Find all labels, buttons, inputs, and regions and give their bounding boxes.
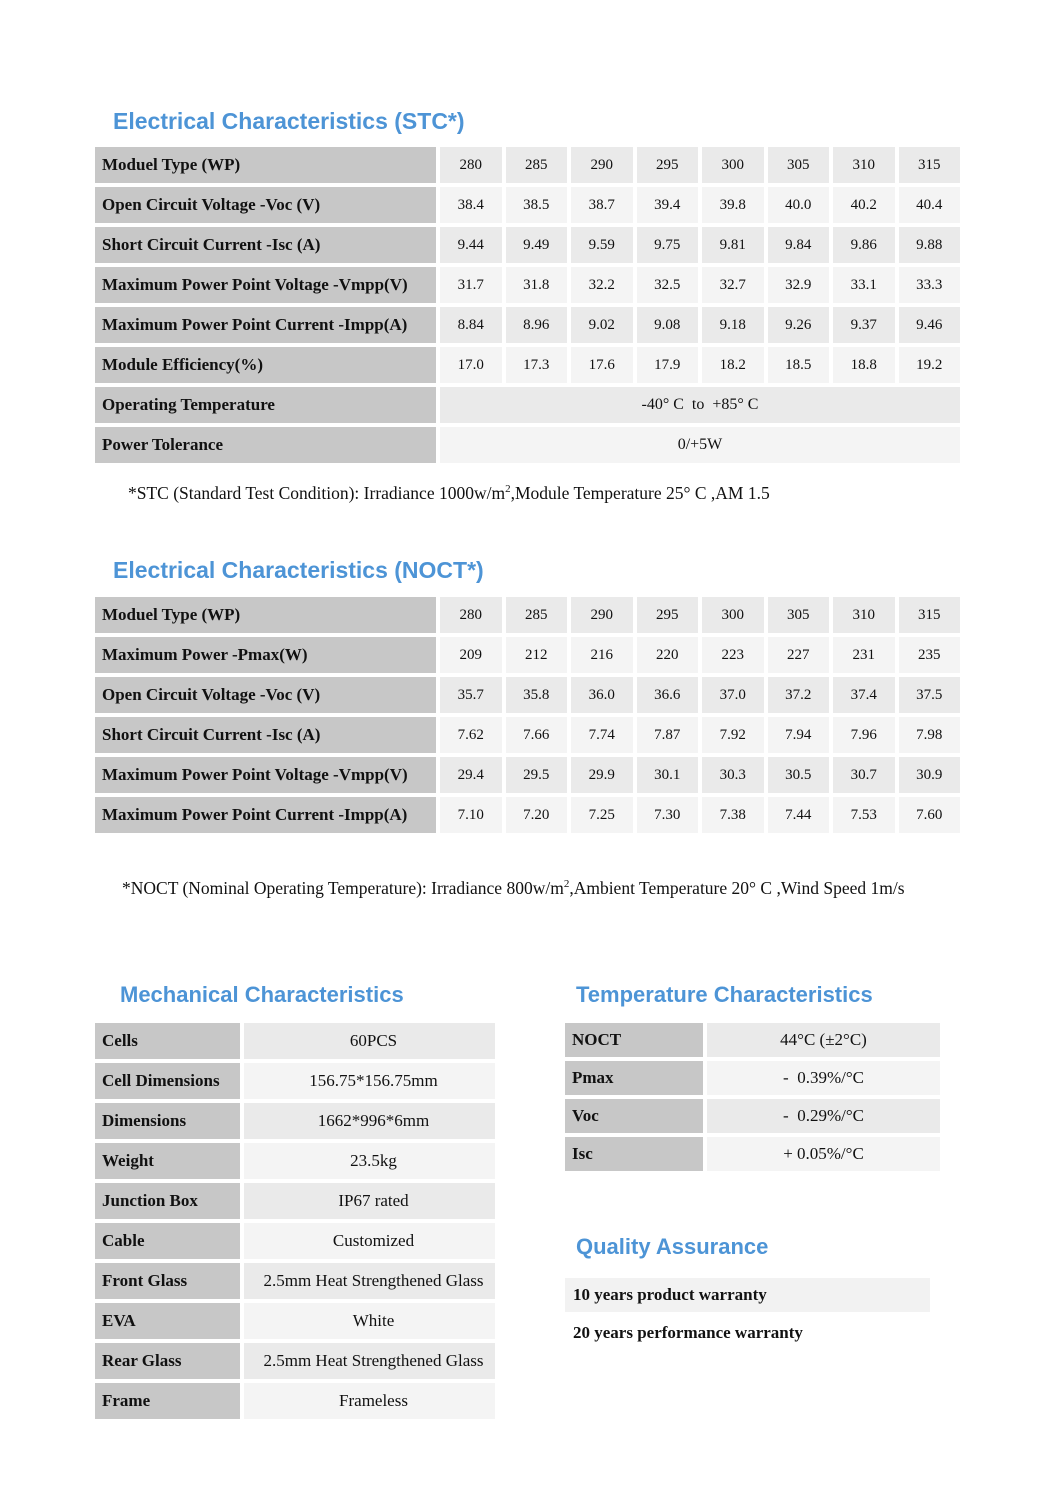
spec-cell-value: 209: [440, 637, 502, 673]
spec-row-label: Operating Temperature: [95, 387, 436, 423]
spec-span-value: -40° C to +85° C: [440, 387, 960, 423]
spec-cell-value: 31.8: [506, 267, 568, 303]
warranty-row: [565, 1278, 930, 1312]
spec-cell-value: 7.92: [702, 717, 764, 753]
spec-cell-value: 7.20: [506, 797, 568, 833]
kv-value: + 0.05%/°C: [707, 1137, 940, 1171]
spec-cell-value: 7.62: [440, 717, 502, 753]
stc-heading: Electrical Characteristics (STC*): [113, 108, 465, 134]
kv-row: [95, 1183, 495, 1219]
noct-heading: Electrical Characteristics (NOCT*): [113, 557, 484, 583]
stc-note-text-2: ,Module Temperature 25° C ,AM 1.5: [510, 483, 770, 503]
spec-cell-value: 38.7: [571, 187, 633, 223]
spec-cell-value: 310: [833, 147, 895, 183]
kv-value: 23.5kg: [244, 1143, 495, 1179]
spec-cell-value: 300: [702, 147, 764, 183]
spec-cell-value: 29.5: [506, 757, 568, 793]
kv-row: [565, 1099, 940, 1133]
noct-table: [91, 593, 964, 837]
spec-cell-value: 223: [702, 637, 764, 673]
spec-cell-value: 40.4: [899, 187, 961, 223]
spec-cell-value: 7.60: [899, 797, 961, 833]
spec-cell-value: 235: [899, 637, 961, 673]
spec-cell-value: 18.2: [702, 347, 764, 383]
kv-row: [95, 1023, 495, 1059]
kv-row: [95, 1263, 495, 1299]
spec-row-label: Maximum Power Point Voltage -Vmpp(V): [95, 267, 436, 303]
spec-cell-value: 305: [768, 597, 830, 633]
spec-cell-value: 17.9: [637, 347, 699, 383]
kv-value: 1662*996*6mm: [244, 1103, 495, 1139]
spec-row: [95, 597, 960, 633]
spec-span-value: 0/+5W: [440, 427, 960, 463]
warranty-text: 10 years product warranty: [565, 1278, 930, 1312]
kv-value: Frameless: [244, 1383, 495, 1419]
spec-cell-value: 212: [506, 637, 568, 673]
spec-cell-value: 39.8: [702, 187, 764, 223]
spec-cell-value: 31.7: [440, 267, 502, 303]
spec-row: [95, 677, 960, 713]
stc-table: [91, 143, 964, 467]
spec-cell-value: 7.10: [440, 797, 502, 833]
kv-row: [95, 1343, 495, 1379]
kv-label: Pmax: [565, 1061, 703, 1095]
warranty-text: 20 years performance warranty: [573, 1323, 803, 1342]
spec-cell-value: 40.0: [768, 187, 830, 223]
kv-label: NOCT: [565, 1023, 703, 1057]
kv-label: Isc: [565, 1137, 703, 1171]
spec-cell-value: 9.75: [637, 227, 699, 263]
kv-row: [565, 1061, 940, 1095]
spec-row: [95, 187, 960, 223]
spec-cell-value: 285: [506, 597, 568, 633]
spec-cell-value: 285: [506, 147, 568, 183]
spec-row-label: Moduel Type (WP): [95, 597, 436, 633]
spec-cell-value: 295: [637, 597, 699, 633]
spec-cell-value: 231: [833, 637, 895, 673]
spec-cell-value: 36.0: [571, 677, 633, 713]
spec-cell-value: 39.4: [637, 187, 699, 223]
spec-cell-value: 220: [637, 637, 699, 673]
mechanical-heading: Mechanical Characteristics: [120, 982, 404, 1007]
spec-cell-value: 216: [571, 637, 633, 673]
kv-label: EVA: [95, 1303, 240, 1339]
spec-row: [95, 147, 960, 183]
spec-cell-value: 290: [571, 147, 633, 183]
kv-value: 44°C (±2°C): [707, 1023, 940, 1057]
spec-cell-value: 7.66: [506, 717, 568, 753]
spec-cell-value: 32.5: [637, 267, 699, 303]
spec-cell-value: 8.96: [506, 307, 568, 343]
spec-cell-value: 9.08: [637, 307, 699, 343]
stc-note-sup: 2: [505, 483, 511, 496]
spec-row: [95, 637, 960, 673]
spec-cell-value: 7.44: [768, 797, 830, 833]
kv-label: Cells: [95, 1023, 240, 1059]
spec-row-label: Maximum Power Point Voltage -Vmpp(V): [95, 757, 436, 793]
spec-row: [95, 717, 960, 753]
spec-cell-value: 37.2: [768, 677, 830, 713]
spec-cell-value: 280: [440, 147, 502, 183]
kv-row: [95, 1143, 495, 1179]
spec-row-label: Short Circuit Current -Isc (A): [95, 227, 436, 263]
noct-note-sup: 2: [563, 878, 570, 891]
spec-cell-value: 9.59: [571, 227, 633, 263]
spec-cell-value: 7.74: [571, 717, 633, 753]
spec-row-label: Open Circuit Voltage -Voc (V): [95, 187, 436, 223]
spec-cell-value: 295: [637, 147, 699, 183]
temperature-heading: Temperature Characteristics: [576, 982, 873, 1007]
noct-note-text-2: ,Ambient Temperature 20° C ,Wind Speed 1m/s: [569, 878, 905, 898]
spec-row: [95, 427, 960, 463]
kv-value: 60PCS: [244, 1023, 495, 1059]
kv-value: Customized: [244, 1223, 495, 1259]
spec-row-label: Module Efficiency(%): [95, 347, 436, 383]
spec-cell-value: 38.4: [440, 187, 502, 223]
spec-cell-value: 300: [702, 597, 764, 633]
spec-cell-value: 7.30: [637, 797, 699, 833]
kv-row: [95, 1103, 495, 1139]
spec-cell-value: 32.7: [702, 267, 764, 303]
kv-label: Front Glass: [95, 1263, 240, 1299]
kv-label: Cell Dimensions: [95, 1063, 240, 1099]
spec-cell-value: 7.53: [833, 797, 895, 833]
spec-cell-value: 17.0: [440, 347, 502, 383]
spec-cell-value: 7.96: [833, 717, 895, 753]
quality-heading: Quality Assurance: [576, 1234, 769, 1259]
temperature-table: [561, 1019, 944, 1175]
kv-label: Weight: [95, 1143, 240, 1179]
spec-cell-value: 9.46: [899, 307, 961, 343]
spec-cell-value: 9.81: [702, 227, 764, 263]
noct-note-text: *NOCT (Nominal Operating Temperature): Irradiance 800w/m: [122, 878, 564, 898]
spec-cell-value: 37.4: [833, 677, 895, 713]
kv-label: Junction Box: [95, 1183, 240, 1219]
spec-row-label: Open Circuit Voltage -Voc (V): [95, 677, 436, 713]
spec-row-label: Short Circuit Current -Isc (A): [95, 717, 436, 753]
spec-cell-value: 35.7: [440, 677, 502, 713]
spec-cell-value: 9.26: [768, 307, 830, 343]
spec-cell-value: 30.5: [768, 757, 830, 793]
spec-row: [95, 347, 960, 383]
spec-cell-value: 30.7: [833, 757, 895, 793]
spec-cell-value: 290: [571, 597, 633, 633]
kv-value: 156.75*156.75mm: [244, 1063, 495, 1099]
spec-cell-value: 9.37: [833, 307, 895, 343]
spec-row: [95, 307, 960, 343]
spec-row: [95, 267, 960, 303]
spec-cell-value: 40.2: [833, 187, 895, 223]
spec-cell-value: 7.87: [637, 717, 699, 753]
spec-cell-value: 30.9: [899, 757, 961, 793]
spec-cell-value: 7.25: [571, 797, 633, 833]
kv-value: IP67 rated: [244, 1183, 495, 1219]
spec-cell-value: 36.6: [637, 677, 699, 713]
mechanical-table: [91, 1019, 499, 1423]
spec-cell-value: 17.3: [506, 347, 568, 383]
spec-cell-value: 9.84: [768, 227, 830, 263]
noct-note: [122, 878, 905, 899]
kv-label: Frame: [95, 1383, 240, 1419]
spec-cell-value: 17.6: [571, 347, 633, 383]
spec-cell-value: 18.5: [768, 347, 830, 383]
kv-row: [95, 1303, 495, 1339]
spec-row: [95, 227, 960, 263]
spec-row-label: Maximum Power Point Current -Impp(A): [95, 307, 436, 343]
spec-cell-value: 8.84: [440, 307, 502, 343]
spec-row-label: Maximum Power Point Current -Impp(A): [95, 797, 436, 833]
spec-cell-value: 315: [899, 597, 961, 633]
kv-label: Cable: [95, 1223, 240, 1259]
spec-cell-value: 29.4: [440, 757, 502, 793]
spec-cell-value: 37.5: [899, 677, 961, 713]
spec-cell-value: 29.9: [571, 757, 633, 793]
spec-cell-value: 7.98: [899, 717, 961, 753]
kv-row: [95, 1063, 495, 1099]
kv-value: White: [244, 1303, 495, 1339]
kv-row: [95, 1223, 495, 1259]
spec-cell-value: 280: [440, 597, 502, 633]
kv-label: Dimensions: [95, 1103, 240, 1139]
spec-cell-value: 310: [833, 597, 895, 633]
kv-label: Voc: [565, 1099, 703, 1133]
spec-cell-value: 9.49: [506, 227, 568, 263]
kv-value: 2.5mm Heat Strengthened Glass: [244, 1343, 495, 1379]
kv-row: [565, 1137, 940, 1171]
spec-cell-value: 37.0: [702, 677, 764, 713]
spec-cell-value: 9.02: [571, 307, 633, 343]
spec-cell-value: 33.1: [833, 267, 895, 303]
spec-cell-value: 315: [899, 147, 961, 183]
spec-cell-value: 35.8: [506, 677, 568, 713]
spec-cell-value: 9.88: [899, 227, 961, 263]
spec-cell-value: 30.1: [637, 757, 699, 793]
spec-cell-value: 38.5: [506, 187, 568, 223]
kv-value: - 0.39%/°C: [707, 1061, 940, 1095]
kv-value: 2.5mm Heat Strengthened Glass: [244, 1263, 495, 1299]
stc-note-text: *STC (Standard Test Condition): Irradiance 1000w/m: [128, 483, 506, 503]
spec-row: [95, 757, 960, 793]
warranty-row: [565, 1316, 930, 1350]
spec-cell-value: 7.94: [768, 717, 830, 753]
kv-row: [95, 1383, 495, 1419]
kv-label: Rear Glass: [95, 1343, 240, 1379]
spec-row: [95, 797, 960, 833]
spec-cell-value: 9.86: [833, 227, 895, 263]
spec-cell-value: 33.3: [899, 267, 961, 303]
spec-cell-value: 32.2: [571, 267, 633, 303]
spec-row: [95, 387, 960, 423]
spec-cell-value: 19.2: [899, 347, 961, 383]
spec-cell-value: 305: [768, 147, 830, 183]
spec-cell-value: 9.18: [702, 307, 764, 343]
stc-note: [128, 483, 770, 504]
kv-row: [565, 1023, 940, 1057]
spec-row-label: Power Tolerance: [95, 427, 436, 463]
quality-table: [561, 1274, 934, 1354]
spec-row-label: Moduel Type (WP): [95, 147, 436, 183]
spec-cell-value: 30.3: [702, 757, 764, 793]
spec-row-label: Maximum Power -Pmax(W): [95, 637, 436, 673]
spec-cell-value: 18.8: [833, 347, 895, 383]
spec-cell-value: 227: [768, 637, 830, 673]
kv-value: - 0.29%/°C: [707, 1099, 940, 1133]
spec-cell-value: 9.44: [440, 227, 502, 263]
spec-cell-value: 7.38: [702, 797, 764, 833]
spec-cell-value: 32.9: [768, 267, 830, 303]
